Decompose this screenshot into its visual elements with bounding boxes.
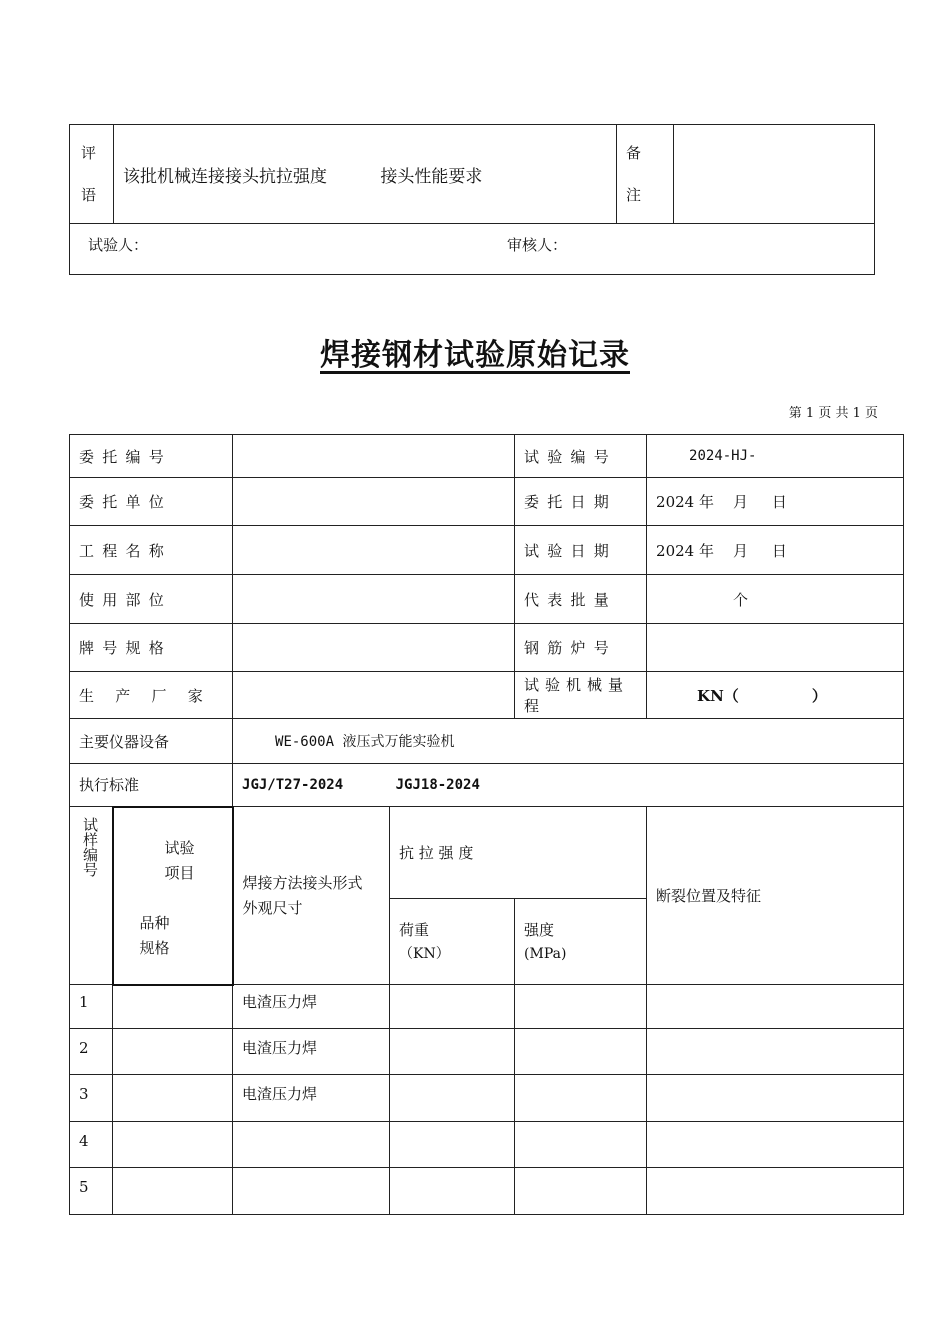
batch-quantity-value[interactable]: 个	[647, 575, 904, 624]
test-item-2: 项目	[164, 863, 195, 882]
row-fracture[interactable]	[647, 1029, 904, 1075]
evaluation-label	[70, 125, 114, 224]
strength-1: 强度	[524, 920, 555, 939]
row-number: 5	[70, 1168, 113, 1215]
method-1: 焊接方法接头形式	[242, 873, 363, 892]
row-load[interactable]	[390, 1122, 515, 1168]
row-variety[interactable]	[113, 985, 233, 1029]
info-label-2: 钢筋炉号	[515, 624, 647, 672]
remark-label	[617, 125, 674, 224]
evaluation-text-2: 接头性能要求	[380, 166, 483, 187]
strength-2: (MPa)	[524, 945, 567, 962]
standard-label: 执行标准	[70, 764, 233, 807]
evaluation-label-1: 评	[81, 144, 97, 162]
table-row	[70, 1168, 904, 1215]
test-date-value[interactable]: 2024 年 月 日	[647, 526, 904, 575]
reviewer-label: 审核人：	[507, 236, 568, 254]
document-title: 焊接钢材试验原始记录	[320, 338, 630, 373]
row-variety[interactable]	[113, 1029, 233, 1075]
row-number: 1	[70, 985, 113, 1029]
page-info: 第 1 页 共 1 页	[788, 406, 878, 421]
row-load[interactable]	[390, 985, 515, 1029]
record-table	[69, 434, 904, 1215]
info-value-1[interactable]	[233, 478, 515, 526]
info-label-2: 试验日期	[515, 526, 647, 575]
load-2: （KN）	[399, 945, 450, 962]
info-value-1[interactable]	[233, 526, 515, 575]
row-method: 电渣压力焊	[233, 1029, 390, 1075]
info-label-2: 代表批量	[515, 575, 647, 624]
row-strength[interactable]	[515, 1075, 647, 1122]
row-variety[interactable]	[113, 1168, 233, 1215]
info-label-1: 委托编号	[70, 435, 233, 478]
table-row	[70, 1029, 904, 1075]
evaluation-table	[69, 124, 875, 275]
row-number: 4	[70, 1122, 113, 1168]
row-fracture[interactable]	[647, 1122, 904, 1168]
load-header	[390, 899, 515, 985]
tensile-header: 抗 拉 强 度	[390, 807, 647, 899]
row-load[interactable]	[390, 1029, 515, 1075]
commission-date-value[interactable]: 2024 年 月 日	[647, 478, 904, 526]
row-fracture[interactable]	[647, 985, 904, 1029]
evaluation-label-2: 语	[81, 186, 97, 204]
equipment-value: WE-600A 液压式万能实验机	[233, 719, 904, 764]
remark-label-1: 备	[626, 144, 642, 162]
variety-1: 品种	[139, 913, 170, 932]
info-label-1: 牌号规格	[70, 624, 233, 672]
method-2: 外观尺寸	[242, 898, 303, 917]
info-label-1: 工程名称	[70, 526, 233, 575]
row-variety[interactable]	[113, 1122, 233, 1168]
remark-label-2: 注	[626, 186, 642, 204]
signature-row	[70, 224, 875, 275]
sample-number-header	[70, 807, 113, 985]
row-number: 3	[70, 1075, 113, 1122]
tester-label: 试验人：	[88, 236, 149, 254]
table-row	[70, 1122, 904, 1168]
test-number-value[interactable]: 2024-HJ-	[647, 435, 904, 478]
furnace-number-value[interactable]	[647, 624, 904, 672]
row-fracture[interactable]	[647, 1075, 904, 1122]
info-value-1[interactable]	[233, 435, 515, 478]
row-method	[233, 1122, 390, 1168]
row-strength[interactable]	[515, 985, 647, 1029]
row-load[interactable]	[390, 1168, 515, 1215]
row-method: 电渣压力焊	[233, 1075, 390, 1122]
info-label-2: 试验编号	[515, 435, 647, 478]
standard-value-1: JGJ/T27-2024	[242, 777, 344, 793]
evaluation-text-1: 该批机械连接接头抗拉强度	[123, 166, 327, 187]
standard-value	[233, 764, 904, 807]
test-item-header	[113, 807, 233, 985]
info-value-1[interactable]	[233, 624, 515, 672]
info-label-1: 委托单位	[70, 478, 233, 526]
row-number: 2	[70, 1029, 113, 1075]
row-variety[interactable]	[113, 1075, 233, 1122]
standard-value-2: JGJ18-2024	[395, 777, 480, 793]
info-label-2: 试验机械量程	[515, 672, 647, 719]
sample-number-label: 试样编号	[81, 817, 99, 877]
row-strength[interactable]	[515, 1122, 647, 1168]
fracture-header: 断裂位置及特征	[647, 807, 904, 985]
info-label-1: 使用部位	[70, 575, 233, 624]
load-1: 荷重	[399, 920, 430, 939]
row-method	[233, 1168, 390, 1215]
row-strength[interactable]	[515, 1168, 647, 1215]
method-header	[233, 807, 390, 985]
strength-header	[515, 899, 647, 985]
info-value-1[interactable]	[233, 672, 515, 719]
variety-2: 规格	[139, 938, 170, 957]
table-row	[70, 1075, 904, 1122]
machine-range-value[interactable]: KN（ ）	[647, 672, 904, 719]
remark-value[interactable]	[674, 125, 875, 224]
equipment-label: 主要仪器设备	[70, 719, 233, 764]
evaluation-text	[114, 125, 617, 224]
row-fracture[interactable]	[647, 1168, 904, 1215]
row-strength[interactable]	[515, 1029, 647, 1075]
info-value-1[interactable]	[233, 575, 515, 624]
row-load[interactable]	[390, 1075, 515, 1122]
info-label-1: 生 产 厂 家	[70, 672, 233, 719]
row-method: 电渣压力焊	[233, 985, 390, 1029]
table-row	[70, 985, 904, 1029]
info-label-2: 委托日期	[515, 478, 647, 526]
test-item-1: 试验	[164, 838, 195, 857]
